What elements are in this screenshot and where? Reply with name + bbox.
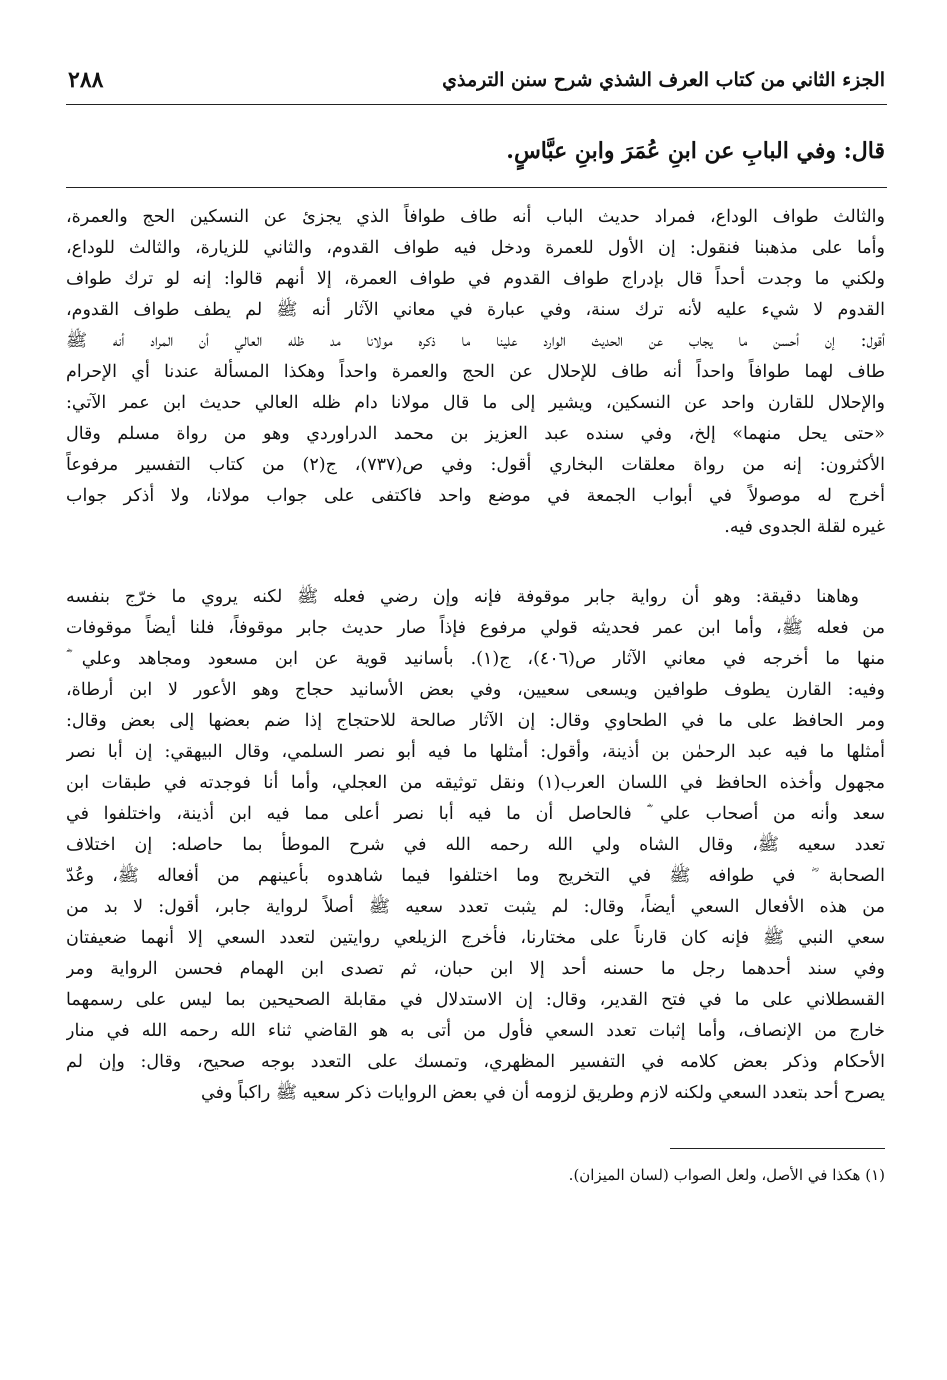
text-line: ومر الحافظ على ما في الطحاوي وقال: إن الآثار صالحة للاحتجاج إذا ضم بعضها إلى بعض وقال: — [66, 711, 885, 731]
hadith-text: قال: وفي البابِ عن ابنِ عُمَرَ وابنِ عبَّاسٍ. — [506, 138, 885, 164]
text-line: الأحكام وذكر بعض كلامه في التفسير المظهري، وتمسك على التعدد بوجه صحيح، وقال: وإن لم — [66, 1052, 885, 1072]
text-line: منها ما أخرجه في معاني الآثار ص(٤٠٦)، ج(١). بأسانيد قوية عن ابن مسعود ومجاهد وعلي ؓ — [66, 649, 885, 669]
text-line: ولكني ما وجدت أحداً قال بإدراج طواف القدوم في طواف العمرة، إلا أنهم قالوا: إنه لو ترك طواف — [66, 269, 885, 289]
text-line: خارج من الإنصاف، وأما إثبات تعدد السعي فأول من أتى به هو القاضي ثناء الله رحمه الله في منار — [66, 1021, 885, 1041]
text-line: الصحابة ؓ في طوافه ﷺ في التخريج وما اختلفوا فيما شاهدوه بأعينهم من أفعاله ﷺ، وعُدّ — [66, 866, 885, 886]
text-line: وفي سند أحدهما رجل ما حسنه أحد إلا ابن حبان، ثم تصدى ابن الهمام فحسن الرواية ومر — [66, 959, 885, 979]
text-line: القدوم لا شيء عليه لأنه ترك سنة، وفي عبارة في معاني الآثار أنه ﷺ لم يطف طواف القدوم، — [66, 300, 885, 320]
text-line: وهاهنا دقيقة: وهو أن رواية جابر موقوفة فإنه وإن رضي فعله ﷺ لكنه يروي ما خرّج بنفسه — [66, 587, 859, 607]
text-line: سعي النبي ﷺ فإنه كان قارناً على مختارنا، فأخرج الزيلعي روايتين لتعدد السعي إلا أنهما ضعيفتان — [66, 928, 885, 948]
header-rule — [66, 104, 887, 105]
text-line: وفيه: القارن يطوف طوافين ويسعى سعيين، وفي بعض الأسانيد حجاج وهو الأعور لا ابن أرطاة، — [66, 680, 885, 700]
page-number: ٢٨٨ — [68, 67, 104, 93]
text-line: القسطلاني على ما في فتح القدير، وقال: إن الاستدلال في مقابلة الصحيحين بما ليس على رسمهما — [66, 990, 885, 1010]
text-line: أخرج له موصولاً في أبواب الجمعة في موضع واحد فاكتفى على جواب مولانا، ولا أذكر جواب — [66, 486, 885, 506]
text-line: من هذه الأفعال السعي أيضاً، وقال: لم يثبت تعدد سعيه ﷺ أصلاً لرواية جابر، أقول: لا بد من — [66, 897, 885, 917]
separator-rule — [66, 187, 887, 188]
text-line: طاف لهما طوافاً واحداً أنه طاف للإحلال عن الحج والعمرة واحداً وهكذا المسألة عندنا أي الإحرام — [66, 362, 885, 382]
footnote-rule — [670, 1148, 885, 1149]
text-line: وأما على مذهبنا فنقول: إن الأول للعمرة ودخل فيه طواف القدوم، والثاني للزيارة، والثالث للوداع، — [66, 238, 885, 258]
text-line: «حتى يحل منهما» إلخ، وفي سنده عبد العزيز بن محمد الدراوردي وهو من رواة مسلم وقال — [66, 424, 885, 444]
text-line: تعدد سعيه ﷺ، وقال الشاه ولي الله رحمه الله في شرح الموطأ بما حاصله: إن اختلاف — [66, 835, 885, 855]
running-header — [68, 62, 885, 98]
text-line: أمثلها ما فيه عبد الرحمٰن بن أذينة، وأقول: أمثلها ما فيه أبو نصر السلمي، وقال البيهقي: إن أبا نصر — [66, 742, 885, 762]
commentary-paragraph-2 — [66, 582, 885, 1109]
text-line: الأكثرون: إنه من رواة معلقات البخاري أقول: وفي ص(٧٣٧)، ج(٢) من كتاب التفسير مرفوعاً — [66, 455, 885, 475]
text-line: والثالث طواف الوداع، فمراد حديث الباب أنه طاف طوافاً الذي يجزئ عن النسكين الحج والعمرة، — [66, 207, 885, 227]
text-line: مجهول وأخذه الحافظ في اللسان العرب(١) ونقل توثيقه من العجلي، وأما أنا فوجدته في طبقات ابن — [66, 773, 885, 793]
header-title: الجزء الثاني من كتاب العرف الشذي شرح سنن الترمذي — [442, 69, 885, 91]
text-line: سعد وأنه من أصحاب علي ؓ فالحاصل أن ما فيه أبا نصر أعلى مما فيه ابن أذينة، واختلفوا في — [66, 804, 885, 824]
footnote: (١) هكذا في الأصل، ولعل الصواب (لسان الميزان). — [568, 1166, 885, 1184]
commentary-paragraph-1 — [66, 202, 885, 543]
text-line: من فعله ﷺ، وأما ابن عمر فحديثه قولي مرفوع فإذاً صار حديث جابر موقوفاً، فلنا أيضاً موقوفات — [66, 618, 885, 638]
text-line: والإحلال للقارن واحد عن النسكين، ويشير إلى ما قال مولانا دام ظله العالي حديث ابن عمر الآتي: — [66, 393, 885, 413]
text-line: أقول: إن أحسن ما يجاب عن الحديث الوارد علينا ما ذكره مولانا مد ظله العالي أن المراد أنه ﷺ — [66, 331, 885, 351]
text-line: غيره لقلة الجدوى فيه. — [724, 517, 885, 537]
text-line: يصرح أحد بتعدد السعي ولكنه لازم وطريق لزومه أن في بعض الروايات ذكر سعيه ﷺ راكباً وفي — [201, 1083, 885, 1103]
